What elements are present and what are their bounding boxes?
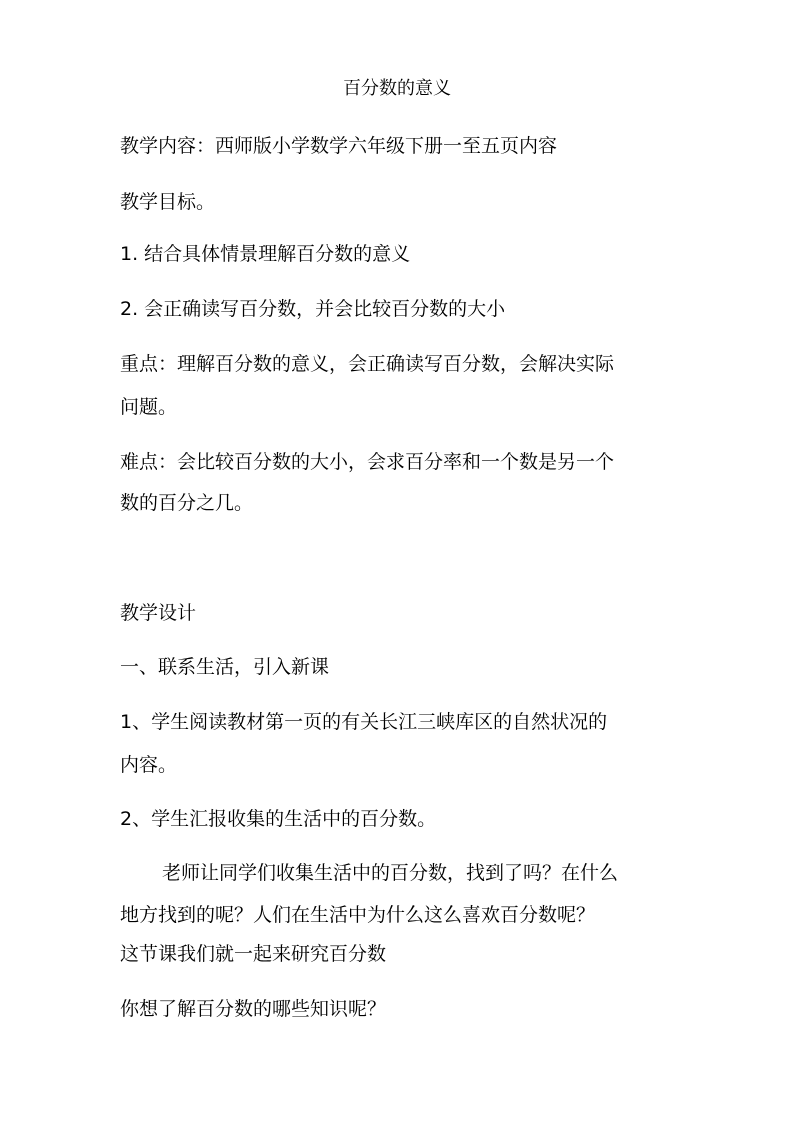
teacher-prompt-line-1: 老师让同学们收集生活中的百分数，找到了吗？在什么	[162, 862, 619, 884]
document-title: 百分数的意义	[343, 78, 451, 99]
difficulties-line-2: 数的百分之几。	[120, 492, 254, 514]
teaching-objectives-heading: 教学目标。	[120, 191, 216, 213]
key-points-line-2: 问题。	[120, 396, 178, 418]
key-points-line-1: 重点：理解百分数的意义，会正确读写百分数，会解决实际	[120, 353, 615, 375]
teacher-prompt-line-3: 这节课我们就一起来研究百分数	[120, 943, 387, 965]
step-2-line: 2、学生汇报收集的生活中的百分数。	[120, 808, 437, 830]
objective-1: 1. 结合具体情景理解百分数的意义	[120, 243, 411, 265]
section-1-heading: 一、联系生活，引入新课	[120, 656, 330, 678]
teacher-question-line: 你想了解百分数的哪些知识呢？	[120, 998, 387, 1020]
teaching-content-line: 教学内容：西师版小学数学六年级下册一至五页内容	[120, 135, 558, 157]
step-1-line-1: 1、学生阅读教材第一页的有关长江三峡库区的自然状况的	[120, 711, 608, 733]
difficulties-line-1: 难点：会比较百分数的大小，会求百分率和一个数是另一个	[120, 451, 615, 473]
objective-2: 2. 会正确读写百分数，并会比较百分数的大小	[120, 298, 506, 320]
teacher-prompt-line-2: 地方找到的呢？人们在生活中为什么这么喜欢百分数呢？	[120, 904, 596, 926]
step-1-line-2: 内容。	[120, 754, 178, 776]
teaching-design-heading: 教学设计	[120, 602, 197, 624]
